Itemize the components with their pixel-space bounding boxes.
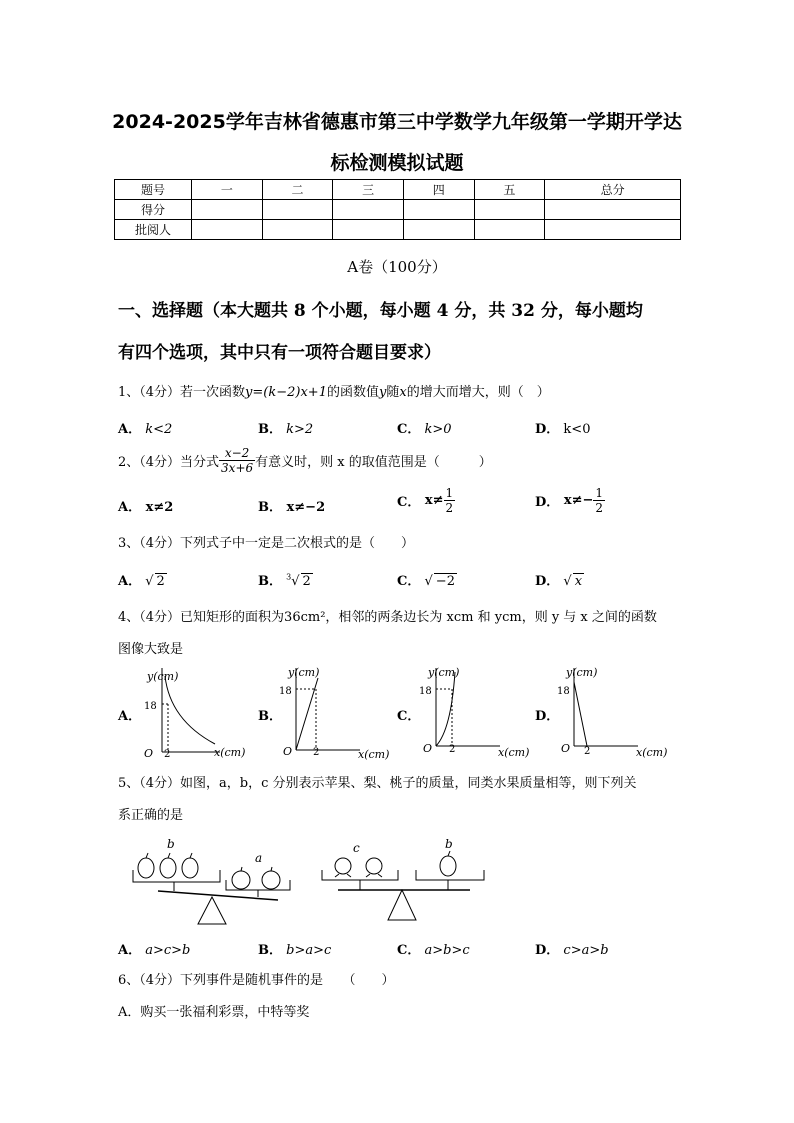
option-value: k>0 — [424, 422, 452, 437]
q1-option-a[interactable] — [118, 418, 172, 437]
option-value: x≠ — [424, 493, 444, 508]
option-value: a>c>b — [145, 943, 191, 958]
score-cell[interactable] — [474, 220, 545, 240]
q1-expression: y=(k−2)x+1 — [245, 385, 327, 400]
q1-option-d[interactable] — [535, 418, 590, 437]
graph-a — [140, 660, 255, 760]
pear-icon — [160, 853, 176, 878]
score-table-header-row — [115, 180, 681, 200]
q2-option-b[interactable] — [258, 496, 325, 515]
y-axis-label: y(cm) — [428, 666, 460, 679]
balance-figure-1 — [128, 834, 303, 926]
peach-icon — [366, 858, 382, 877]
question-2 — [118, 446, 492, 475]
y-axis-label: y(cm) — [147, 670, 179, 683]
radicand: x — [574, 574, 583, 589]
graph-d — [556, 660, 671, 760]
apple-icon — [262, 867, 280, 889]
option-label: B． — [258, 422, 282, 437]
score-cell[interactable] — [333, 200, 404, 220]
y-axis-label: y(cm) — [288, 666, 320, 679]
header-cell: 二 — [262, 180, 333, 200]
q1-option-b[interactable] — [258, 418, 313, 437]
score-table-row — [115, 200, 681, 220]
option-value: x≠2 — [145, 500, 174, 515]
header-cell: 四 — [403, 180, 474, 200]
peach-icon — [335, 858, 351, 877]
pear-icon — [182, 853, 198, 878]
option-fraction — [444, 486, 456, 515]
q4-option-a[interactable]: A． — [118, 709, 142, 724]
option-label: D． — [535, 495, 560, 510]
option-label: A． — [118, 943, 142, 958]
score-cell[interactable] — [474, 200, 545, 220]
header-cell: 题号 — [115, 180, 192, 200]
x-axis-label: x(cm) — [358, 748, 390, 760]
q2-prefix: 2、（4分）当分式 — [118, 455, 220, 470]
q1-option-c[interactable] — [397, 418, 452, 437]
fraction-numerator: 1 — [595, 486, 603, 500]
q5-option-c[interactable] — [397, 939, 470, 958]
value-18: 18 — [557, 686, 570, 697]
radicand: 2 — [302, 574, 311, 589]
title-line-2: 标检测模拟试题 — [330, 152, 464, 174]
fraction-numerator: 1 — [445, 486, 454, 500]
q1-suffix: 的增大而增大，则（ ） — [406, 385, 550, 400]
x-axis-label: x(cm) — [636, 746, 668, 759]
radicand: −2 — [435, 574, 455, 589]
fraction-denominator: 2 — [595, 501, 603, 515]
option-value: c>a>b — [563, 943, 609, 958]
graph-c — [418, 660, 533, 760]
value-2: 2 — [584, 746, 591, 757]
option-label: A． — [118, 422, 142, 437]
score-cell[interactable] — [333, 220, 404, 240]
section-heading-line-2: 有四个选项，其中只有一项符合题目要求） — [118, 343, 441, 363]
question-5-line-1: 5、（4分）如图，a，b，c 分别表示苹果、梨、桃子的质量，同类水果质量相等，则下列关 — [118, 776, 637, 791]
q2-option-d[interactable] — [535, 486, 605, 515]
q3-option-c[interactable] — [397, 570, 457, 589]
option-value: b>a>c — [286, 943, 332, 958]
option-label: C． — [397, 574, 421, 589]
option-label: D． — [535, 422, 560, 437]
score-cell[interactable] — [403, 220, 474, 240]
sqrt-sign: √ — [424, 574, 433, 589]
origin-label: O — [144, 747, 154, 760]
question-6: 6、（4分）下列事件是随机事件的是 （ ） — [118, 973, 395, 988]
option-label: D． — [535, 574, 560, 589]
origin-label: O — [561, 742, 571, 755]
q5-option-a[interactable] — [118, 939, 190, 958]
sqrt-sign: √ — [291, 574, 300, 589]
label-b: b — [167, 837, 175, 851]
score-cell[interactable] — [403, 200, 474, 220]
option-label: D． — [535, 943, 560, 958]
title-line-1: 2024-2025学年吉林省德惠市第三中学数学九年级第一学期开学达 — [112, 111, 682, 133]
score-table-row — [115, 220, 681, 240]
fraction-denominator: 3x+6 — [221, 461, 254, 475]
question-4-line-2: 图像大致是 — [118, 642, 184, 657]
volume-heading: A卷（100分） — [347, 258, 447, 276]
option-label: B． — [258, 500, 282, 515]
value-18: 18 — [419, 686, 432, 697]
row-label: 得分 — [115, 200, 192, 220]
q3-option-b[interactable] — [258, 570, 313, 589]
section-heading-line-1: 一、选择题（本大题共 8 个小题，每小题 4 分，共 32 分，每小题均 — [118, 301, 643, 321]
pear-icon — [440, 851, 456, 876]
q4-option-d[interactable]: D． — [535, 709, 560, 724]
graph-b — [278, 660, 393, 760]
value-2: 2 — [313, 747, 320, 758]
label-b: b — [445, 837, 453, 851]
score-table — [114, 179, 681, 240]
question-3: 3、（4分）下列式子中一定是二次根式的是（ ） — [118, 536, 415, 551]
score-cell[interactable] — [192, 200, 263, 220]
label-c: c — [353, 841, 360, 855]
balance-figure-2 — [318, 834, 493, 926]
x-axis-label: x(cm) — [498, 746, 530, 759]
q2-suffix: 有意义时，则 x 的取值范围是（ ） — [255, 455, 492, 470]
row-label: 批阅人 — [115, 220, 192, 240]
score-cell[interactable] — [192, 220, 263, 240]
q1-x: x — [399, 385, 407, 400]
option-value: x≠−2 — [286, 500, 326, 515]
score-cell[interactable] — [262, 220, 333, 240]
score-cell[interactable] — [545, 220, 681, 240]
q1-mid: 的函数值 — [326, 385, 379, 400]
origin-label: O — [283, 745, 293, 758]
question-1 — [118, 381, 550, 400]
q4-option-b[interactable]: B． — [258, 709, 282, 724]
apple-icon — [232, 867, 250, 889]
q1-prefix: 1、（4分）若一次函数 — [118, 385, 246, 400]
q4-option-c[interactable]: C． — [397, 709, 421, 724]
root-index: 3 — [286, 572, 292, 582]
header-cell: 五 — [474, 180, 545, 200]
option-label: C． — [397, 943, 421, 958]
sqrt-sign: √ — [145, 574, 154, 589]
header-cell: 总分 — [545, 180, 681, 200]
option-label: C． — [397, 495, 421, 510]
question-4-line-1: 4、（4分）已知矩形的面积为36cm²，相邻的两条边长为 xcm 和 ycm，则 y 与 x 之间的函数 — [118, 610, 657, 625]
q3-option-a[interactable] — [118, 570, 167, 589]
option-label: A． — [118, 500, 142, 515]
option-value: x≠− — [563, 493, 594, 508]
q1-mid2: 随 — [386, 385, 400, 400]
y-axis-label: y(cm) — [566, 666, 598, 679]
radicand: 2 — [156, 574, 165, 589]
option-label: B． — [258, 943, 282, 958]
question-5-line-2: 系正确的是 — [118, 808, 184, 823]
value-18: 18 — [279, 686, 292, 697]
q2-fraction — [219, 446, 255, 475]
origin-label: O — [423, 742, 433, 755]
q2-option-c[interactable] — [397, 486, 455, 515]
option-label: A． — [118, 574, 142, 589]
option-value: a>b>c — [424, 943, 470, 958]
option-label: B． — [258, 574, 282, 589]
value-2: 2 — [449, 744, 456, 755]
pear-icon — [138, 853, 154, 878]
score-cell[interactable] — [262, 200, 333, 220]
option-value: k>2 — [286, 422, 314, 437]
option-fraction — [593, 486, 605, 515]
label-a: a — [255, 851, 263, 865]
q5-option-b[interactable] — [258, 939, 331, 958]
sqrt-sign: √ — [563, 574, 572, 589]
option-value: k<0 — [563, 422, 591, 437]
fraction-numerator: x−2 — [219, 446, 255, 461]
option-value: k<2 — [145, 422, 173, 437]
option-label: C． — [397, 422, 421, 437]
score-cell[interactable] — [545, 200, 681, 220]
value-18: 18 — [144, 701, 157, 712]
x-axis-label: x(cm) — [214, 746, 246, 759]
header-cell: 三 — [333, 180, 404, 200]
q1-y: y — [378, 385, 387, 400]
q3-option-d[interactable] — [535, 570, 584, 589]
q6-option-a[interactable]: A．购买一张福利彩票，中特等奖 — [118, 1005, 310, 1020]
value-2: 2 — [164, 749, 171, 760]
q2-option-a[interactable] — [118, 496, 173, 515]
q5-option-d[interactable] — [535, 939, 609, 958]
header-cell: 一 — [192, 180, 263, 200]
fraction-denominator: 2 — [445, 501, 454, 515]
